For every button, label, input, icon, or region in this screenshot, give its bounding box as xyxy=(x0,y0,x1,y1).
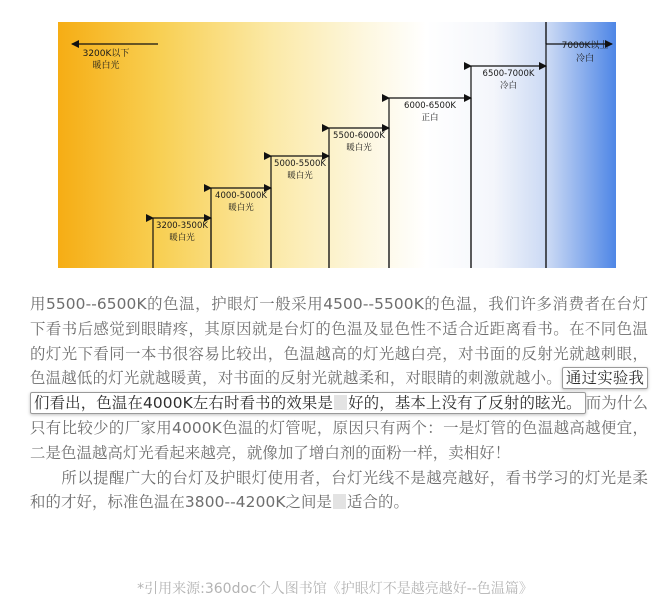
article-body xyxy=(30,292,648,515)
band-name-label: 暖白光 xyxy=(346,143,372,153)
band-range-label: 4000-5000K xyxy=(215,191,267,201)
band-name-label: 暖白光 xyxy=(92,61,120,71)
paragraph-2 xyxy=(30,466,648,516)
spectrum-background xyxy=(58,22,616,268)
paragraph-1-tail: 而为什么只有比较少的厂家用4000K色温的灯管呢，原因只有两个：一是灯管的色温越高越便宜，二是色温越高灯光看起来越亮，就像加了增白剂的面粉一样，卖相好！ xyxy=(30,394,648,462)
paragraph-2-text-b: 适合的。 xyxy=(347,493,409,512)
band-name-label: 正白 xyxy=(421,113,439,123)
band-name-label: 暖白光 xyxy=(287,171,313,181)
band-range-label: 3200K以下 xyxy=(82,49,130,59)
band-range-label: 6500-7000K xyxy=(482,69,535,79)
band-range-label: 7000K以上 xyxy=(561,41,609,51)
band-range-label: 5000-5500K xyxy=(274,159,326,169)
band-name-label: 暖白光 xyxy=(169,233,195,243)
band-name-label: 冷白 xyxy=(499,81,518,91)
paragraph-1-text: 用5500--6500K的色温，护眼灯一般采用4500--5500K的色温，我们许多消费者在台灯下看书后感觉到眼睛疼，其原因就是台灯的色温及显色性不适合近距离看书。在不同色温的灯光下看同一本书很容易比较出，色温越高的灯光越白亮，对书面的反射光就越刺眼，色温越低的灯光就越暖黄，对书面的反射光就越柔和，对眼睛的刺激就越小。 xyxy=(30,295,648,388)
redacted-word-2 xyxy=(333,494,346,509)
band-range-label: 3200-3500K xyxy=(156,221,208,231)
band-range-label: 6000-6500K xyxy=(404,101,456,111)
band-name-label: 暖白光 xyxy=(228,203,254,213)
highlight-text-a: 通过实验我们看出，色温在4000K左右时看书的效果是 xyxy=(34,369,644,413)
color-temperature-chart xyxy=(58,22,616,268)
band-name-label: 冷白 xyxy=(575,54,595,64)
band-range-label: 5500-6000K xyxy=(333,131,385,141)
chart-svg xyxy=(58,22,616,268)
paragraph-2-text-a: 所以提醒广大的台灯及护眼灯使用者，台灯光线不是越亮越好，看书学习的灯光是柔和的才好，标准色温在3800--4200K之间是 xyxy=(30,468,648,512)
redacted-word xyxy=(334,395,347,410)
highlight-text-b: 好的，基本上没有了反射的眩光。 xyxy=(348,394,582,413)
paragraph-1 xyxy=(30,292,648,466)
citation-source: *引用来源:360doc个人图书馆《护眼灯不是越亮越好--色温篇》 xyxy=(137,581,533,597)
